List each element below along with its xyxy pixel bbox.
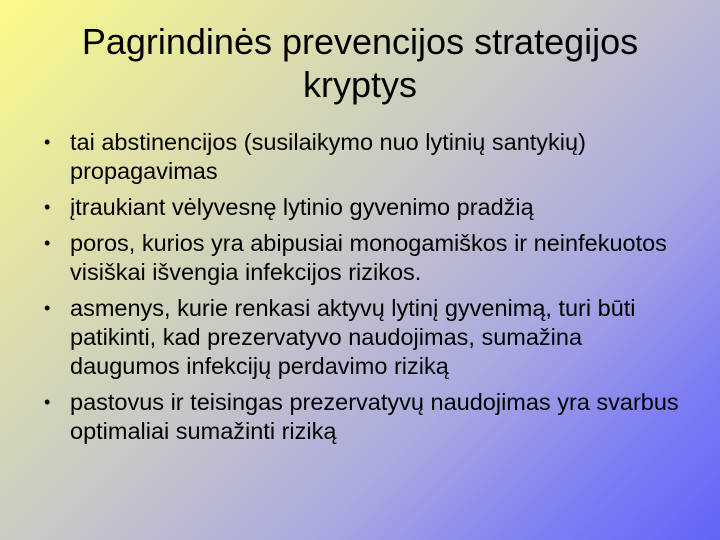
bullet-dot-icon: • <box>44 392 51 412</box>
slide-title: Pagrindinės prevencijos strategijos kryptys <box>81 21 639 106</box>
bullet-item <box>40 128 680 186</box>
bullet-item <box>40 388 680 446</box>
bullet-item <box>40 294 680 381</box>
bullet-dot-icon: • <box>44 233 51 253</box>
bullet-dot-icon: • <box>44 132 51 152</box>
bullet-dot-icon: • <box>44 298 51 318</box>
bullet-text: poros, kurios yra abipusiai monogamiškos ir neinfekuotos visiškai išvengia infekcijos rizikos. <box>70 230 667 285</box>
bullet-dot-icon: • <box>44 197 51 217</box>
bullet-list <box>40 128 680 453</box>
bullet-text: pastovus ir teisingas prezervatyvų naudojimas yra svarbus optimaliai sumažinti riziką <box>70 389 679 444</box>
bullet-item <box>40 193 680 222</box>
bullet-text: įtraukiant vėlyvesnę lytinio gyvenimo pradžią <box>70 194 534 220</box>
bullet-item <box>40 229 680 287</box>
bullet-text: asmenys, kurie renkasi aktyvų lytinį gyvenimą, turi būti patikinti, kad prezervatyvo naudojimas, sumažina daugumos infekcijų perdavimo riziką <box>70 295 636 379</box>
bullet-text: tai abstinencijos (susilaikymo nuo lytinių santykių) propagavimas <box>70 129 586 184</box>
